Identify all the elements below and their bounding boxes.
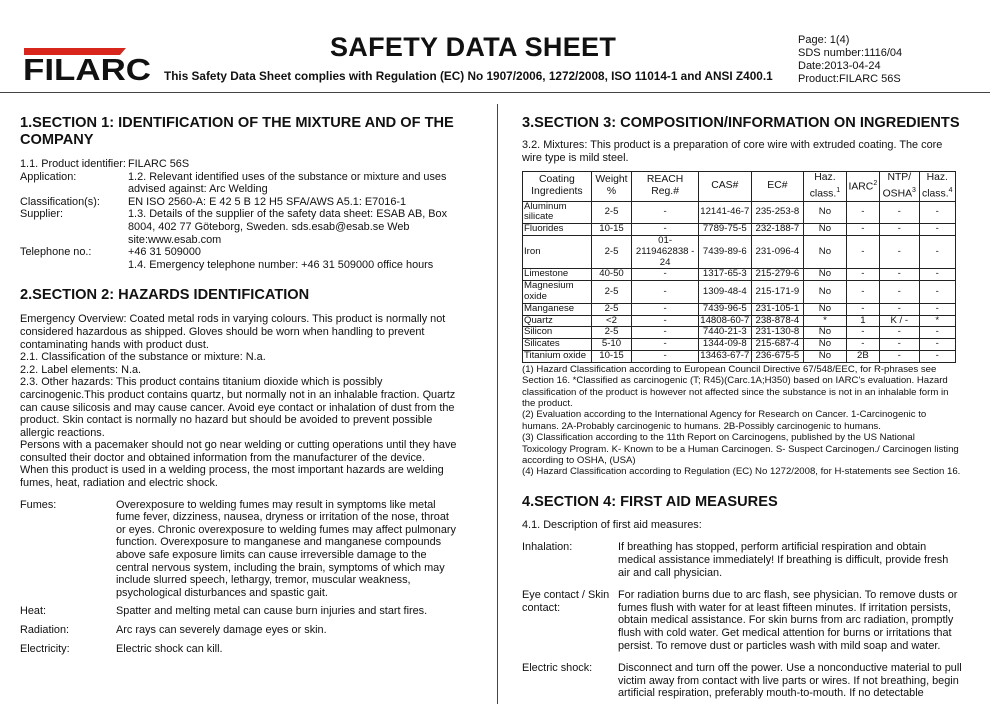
table-cell: - [846,303,879,315]
column-divider [497,104,498,704]
table-cell: - [632,269,699,281]
kv-value: EN ISO 2560-A: E 42 5 B 12 H5 SFA/AWS A5.1: E7016-1 [128,195,407,208]
column-header: IARC$^2$ [846,172,879,201]
table-row [523,269,956,281]
table-cell: 215-279-6 [751,269,804,281]
document-subtitle: This Safety Data Sheet complies with Regulation (EC) No 1907/2006, 1272/2008, ISO 11014-1 and ANSI Z400.1 [164,69,773,83]
kv-key: Classification(s): [20,195,100,208]
table-cell: Quartz [523,315,592,327]
table-cell: * [804,315,846,327]
svg-text:FILARC: FILARC [23,52,151,87]
product-identifier-row [20,158,460,171]
table-cell: - [846,236,879,269]
table-row [523,201,956,224]
table-cell: 1309-48-4 [699,281,752,304]
table-cell: - [919,281,956,304]
table-cell: - [880,201,919,224]
table-cell: 236-675-5 [751,351,804,363]
table-row [523,224,956,236]
table-cell: - [919,303,956,315]
table-cell: 1 [846,315,879,327]
kv-key: Application: [20,170,77,183]
table-cell: - [919,269,956,281]
first-aid-text: Disconnect and turn off the power. Use a nonconductive material to pull victim away from contact with live parts or wires. If not breathing, begin artificial respiration, preferably mouth-to-mouth. If no detectable [618,662,962,700]
hazard-label: Fumes: [20,498,57,511]
kv-key: Supplier: [20,208,63,221]
table-row [523,303,956,315]
table-cell: - [632,224,699,236]
footnote: (2) Evaluation according to the International Agency for Research on Cancer. 1-Carcinogenic to humans. 2A-Probably carcinogenic to humans. 2B-Possibly carcinogenic to humans. [522,409,927,432]
first-aid-electric-shock [522,662,962,700]
welding-hazards-intro: When this product is used in a welding process, the most important hazards are welding fumes, heat, radiation and electric shock. [20,464,444,490]
column-header: NTP/ OSHA$^3$ [880,172,919,201]
mixtures-intro: 3.2. Mixtures: This product is a preparation of core wire with extruded coating. The core wire type is mild steel. [522,139,943,164]
column-header: CAS# [699,172,752,201]
application-row [20,171,460,196]
table-cell: 14808-60-7 [700,315,750,326]
table-cell: - [632,339,699,351]
kv-key: 1.1. Product identifier: [20,158,126,170]
table-cell: 5-10 [591,339,631,351]
table-cell: 232-188-7 [751,224,804,236]
table-cell: No [804,351,846,363]
table-cell: Manganese [523,303,592,315]
other-hazards: 2.3. Other hazards: This product contains titanium dioxide which is possibly carcinogenic.This product contains quartz, but normally not in an inhalable fraction. Quartz can cause silicosis and may cause cancer. Avoid eye contact or inhalation of dust from the product. Skin contact is normally no hazard but should be avoided to prevent possible allergic reactions. [20,376,456,439]
table-cell: 13463-67-7 [700,350,750,362]
kv-value: 1.3. Details of the supplier of the safety data sheet: ESAB AB, Box 8004, 402 77 Göteborg, Sweden. sds.esab@esab.se Web site:www.esab.com [128,208,448,246]
first-aid-label: Electric shock: [522,662,593,675]
section4-heading: 4.SECTION 4: FIRST AID MEASURES [522,493,778,510]
table-cell: 215-687-4 [751,339,804,351]
document-title: SAFETY DATA SHEET [330,32,617,62]
table-cell: 1344-09-8 [699,339,752,351]
table-cell: 215-171-9 [751,281,804,304]
hazard-electricity [20,643,460,656]
hazard-radiation [20,624,460,637]
table-cell: 2-5 [591,303,631,315]
section1-rows [20,158,460,271]
table-cell: - [632,315,699,327]
table-cell: - [919,339,956,351]
table-cell: No [804,281,846,304]
table-cell: - [632,201,699,224]
table-cell: - [846,269,879,281]
table-cell: 231-105-1 [751,303,804,315]
first-aid-text: For radiation burns due to arc flash, see physician. To remove dusts or fumes flush with water for at least fifteen minutes. If irritation persists, obtain medical assistance. For skin burns from arc radiation, promptly flush with cold water. Get medical attention for burns or irritations that persist. To remove dust or particles wash with mild soap and water. [618,589,958,652]
table-cell: K / - [880,315,919,327]
table-cell: - [846,224,879,236]
table-cell: No [804,269,846,281]
first-aid-text: If breathing has stopped, perform artificial respiration and obtain medical assistance immediately! If breathing is difficult, provide fresh air and call physician. [618,541,949,579]
section3-heading: 3.SECTION 3: COMPOSITION/INFORMATION ON INGREDIENTS [522,115,960,131]
column-header: Haz. class.$^4$ [919,172,956,201]
column-header: Haz. class.$^1$ [804,172,846,201]
table-cell: Titanium oxide [523,351,592,363]
filarc-logo [22,40,154,88]
kv-key [20,259,128,272]
classification-row [20,196,460,209]
table-cell: 2-5 [591,201,631,224]
composition-table [522,171,956,363]
table-cell: 10-15 [591,351,631,363]
table-cell: - [919,201,956,224]
pacemaker-warning: Persons with a pacemaker should not go near welding or cutting operations until they have consulted their doctor and obtained information from the manufacturer of the device. [20,439,457,464]
column-header: Coating Ingredients [523,172,592,201]
meta-sds-number: SDS number:1116/04 [798,47,903,59]
table-cell: - [632,327,699,339]
table-cell: Aluminum silicate [523,201,592,224]
first-aid-inhalation [522,541,962,579]
table-cell: - [880,224,919,236]
emergency-overview: Emergency Overview: Coated metal rods in varying colours. This product is normally not considered hazardous as shipped. Gloves should be worn when handling to prevent contaminating hands with product dust. [20,313,446,351]
table-cell: - [919,224,956,236]
kv-key: Telephone no.: [20,246,92,259]
table-cell: - [880,339,919,351]
right-column [522,115,962,700]
table-cell: 238-878-4 [751,315,804,327]
table-cell: 7439-96-5 [699,303,752,315]
table-cell: 231-130-8 [751,327,804,339]
table-cell: - [880,269,919,281]
table-row [523,327,956,339]
table-cell: 1317-65-3 [699,269,752,281]
footnote: (3) Classification according to the 11th Report on Carcinogens, published by the US National Toxicology Program. K- Known to be a Human Carcinogen. S- Suspect Carcinogen./ Carcinogen listing according to OSHA, (USA) [522,432,959,467]
table-cell: 2-5 [591,281,631,304]
table-cell: - [632,303,699,315]
table-row [523,339,956,351]
table-cell: No [804,327,846,339]
section2-heading: 2.SECTION 2: HAZARDS IDENTIFICATION [20,287,310,304]
table-cell: - [846,281,879,304]
table-cell: 40-50 [591,269,631,281]
table-cell: - [880,303,919,315]
footnote: (1) Hazard Classification according to European Council Directive 67/548/EEC, for R-phrases see Section 16. *Classified as carcinogenic (T; R45)(Carc.1A;H350) based on IARC's evaluation. Hazard classification of the product is however not affected since the substance is not in an inhalable form in the product. [522,363,949,410]
table-row [523,281,956,304]
table-cell: 12141-46-7 [699,201,752,224]
table-cell: * [919,315,956,327]
table-cell: <2 [591,315,631,327]
supplier-row [20,208,460,246]
table-cell: Limestone [523,269,592,281]
kv-value: FILARC 56S [128,158,190,170]
table-row [523,236,956,269]
table-cell: - [919,351,956,363]
table-cell: - [846,201,879,224]
table-cell: Fluorides [523,224,592,236]
table-cell: 235-253-8 [751,201,804,224]
table-cell: Iron [523,236,592,269]
hazard-text: Spatter and melting metal can cause burn injuries and start fires. [116,605,428,618]
column-header: Weight % [591,172,631,201]
table-cell: - [880,281,919,304]
document-meta [798,34,902,86]
hazard-text: Overexposure to welding fumes may result in symptoms like metal fume fever, dizziness, nausea, dryness or irritation of the nose, throat or eyes. Chronic overexposure to welding fumes may affect pulmonary function. Overexposure to manganese and manganese compounds above safe exposure limits can cause irreversible damage to the central nervous system, including the brain, symptoms of which may include slurred speech, lethargy, tremor, muscular weakness, psychological disturbances and spastic gait. [116,498,456,599]
table-cell: No [804,201,846,224]
table-cell: No [804,224,846,236]
table-cell: - [846,339,879,351]
column-header: REACH Reg.# [632,172,699,201]
meta-date: Date:2013-04-24 [798,60,881,72]
table-cell: - [880,236,919,269]
table-cell: 7789-75-5 [699,224,752,236]
table-cell: - [919,236,956,269]
column-header: EC# [751,172,804,201]
first-aid-intro: 4.1. Description of first aid measures: [522,518,702,531]
hazard-fumes [20,499,460,600]
meta-page: Page: 1(4) [798,34,850,46]
hazard-heat [20,605,460,618]
table-footnotes [522,364,962,478]
table-cell: 2-5 [591,236,631,269]
table-cell: No [804,236,846,269]
table-cell: - [632,351,699,363]
emergency-phone-row [20,259,460,272]
first-aid-label: Inhalation: [522,541,573,554]
table-cell: - [919,327,956,339]
hazard-text: Electric shock can kill. [116,642,223,655]
table-cell: - [880,351,919,363]
label-elements-note: 2.2. Label elements: N.a. [20,363,142,376]
hazard-label: Heat: [20,605,47,618]
table-cell: 2-5 [591,327,631,339]
table-cell: - [632,281,699,304]
table-header-row [523,172,956,201]
table-cell: Silicates [523,339,592,351]
first-aid-eye-skin [522,589,962,652]
table-cell: Magnesium oxide [523,281,592,304]
hazard-label: Electricity: [20,642,70,655]
kv-value: +46 31 509000 [128,246,201,259]
header-divider [0,92,990,93]
table-cell: - [880,327,919,339]
table-cell: 231-096-4 [751,236,804,269]
kv-value: 1.4. Emergency telephone number: +46 31 509000 office hours [128,258,434,271]
table-cell: 01-2119462838 - 24 [632,236,699,269]
table-row [523,351,956,363]
table-cell: No [804,339,846,351]
table-cell: 7439-89-6 [699,236,752,269]
footnote: (4) Hazard Classification according to Regulation (EC) No 1272/2008, for H-statements see Section 16. [522,466,961,478]
table-cell: No [804,303,846,315]
hazard-text: Arc rays can severely damage eyes or skin. [116,624,327,636]
meta-product: Product:FILARC 56S [798,73,901,85]
section1-heading: 1.SECTION 1: IDENTIFICATION OF THE MIXTURE AND OF THE COMPANY [20,115,454,148]
classification-note: 2.1. Classification of the substance or mixture: N.a. [20,351,266,364]
kv-value: 1.2. Relevant identified uses of the substance or mixture and uses advised against: Arc Welding [128,170,447,196]
table-cell: - [846,327,879,339]
table-row [523,315,956,327]
telephone-row [20,246,460,259]
table-cell: 7440-21-3 [699,327,752,339]
table-cell: 10-15 [591,224,631,236]
first-aid-label: Eye contact / Skin contact: [522,589,610,614]
hazard-label: Radiation: [20,624,70,636]
table-cell: Silicon [523,327,592,339]
left-column [20,115,460,655]
table-cell: 2B [846,351,879,363]
